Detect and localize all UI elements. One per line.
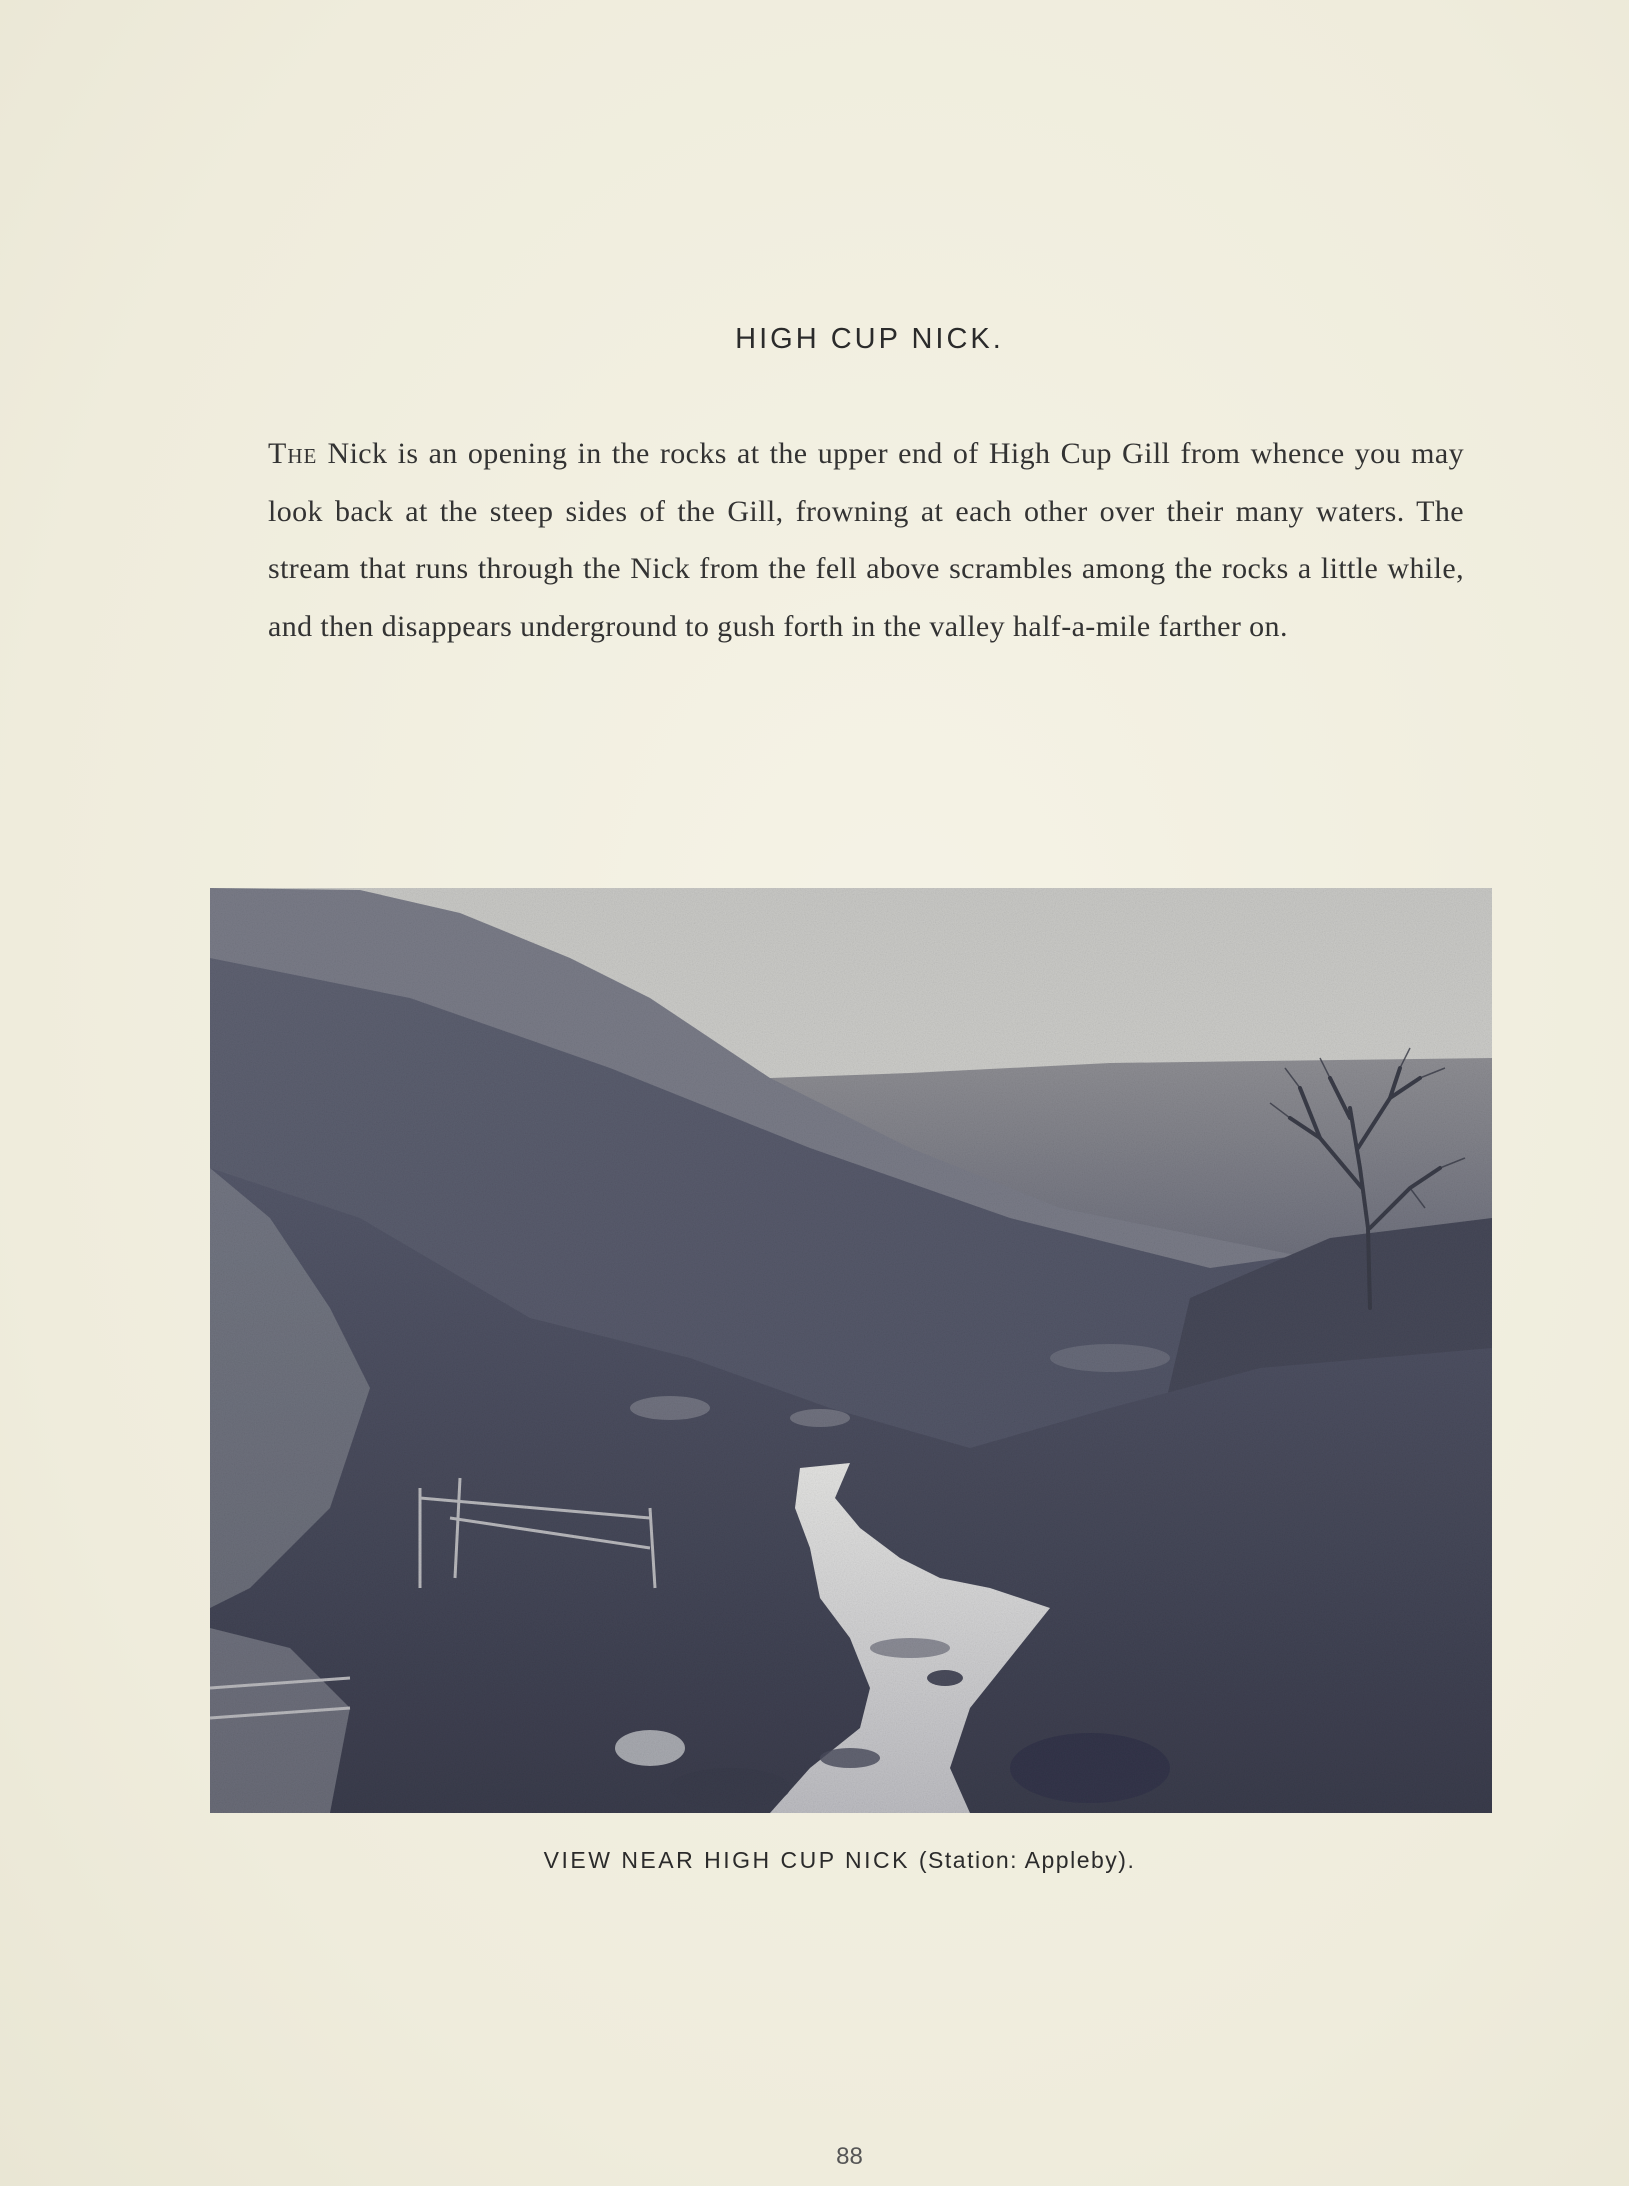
caption-main: VIEW NEAR HIGH CUP NICK — [543, 1847, 910, 1873]
paragraph-lead-word: The — [268, 437, 318, 470]
page-number: 88 — [836, 2143, 863, 2170]
page-heading: HIGH CUP NICK. — [735, 323, 1004, 355]
paragraph-text: Nick is an opening in the rocks at the upper end of High Cup Gill from whence you may look back at the steep sides of the Gill, frowning at each other over their many waters. The stream that runs through the Nick from the fell above scrambles among the rocks a little while, and then disappears underground to gush forth in the valley half-a-mile farther on. — [268, 437, 1464, 643]
caption-station: (Station: Appleby). — [918, 1847, 1136, 1873]
landscape-photograph — [210, 888, 1492, 1813]
photo-illustration — [210, 888, 1492, 1813]
body-paragraph — [268, 425, 1464, 655]
photo-caption — [0, 1847, 1629, 1874]
